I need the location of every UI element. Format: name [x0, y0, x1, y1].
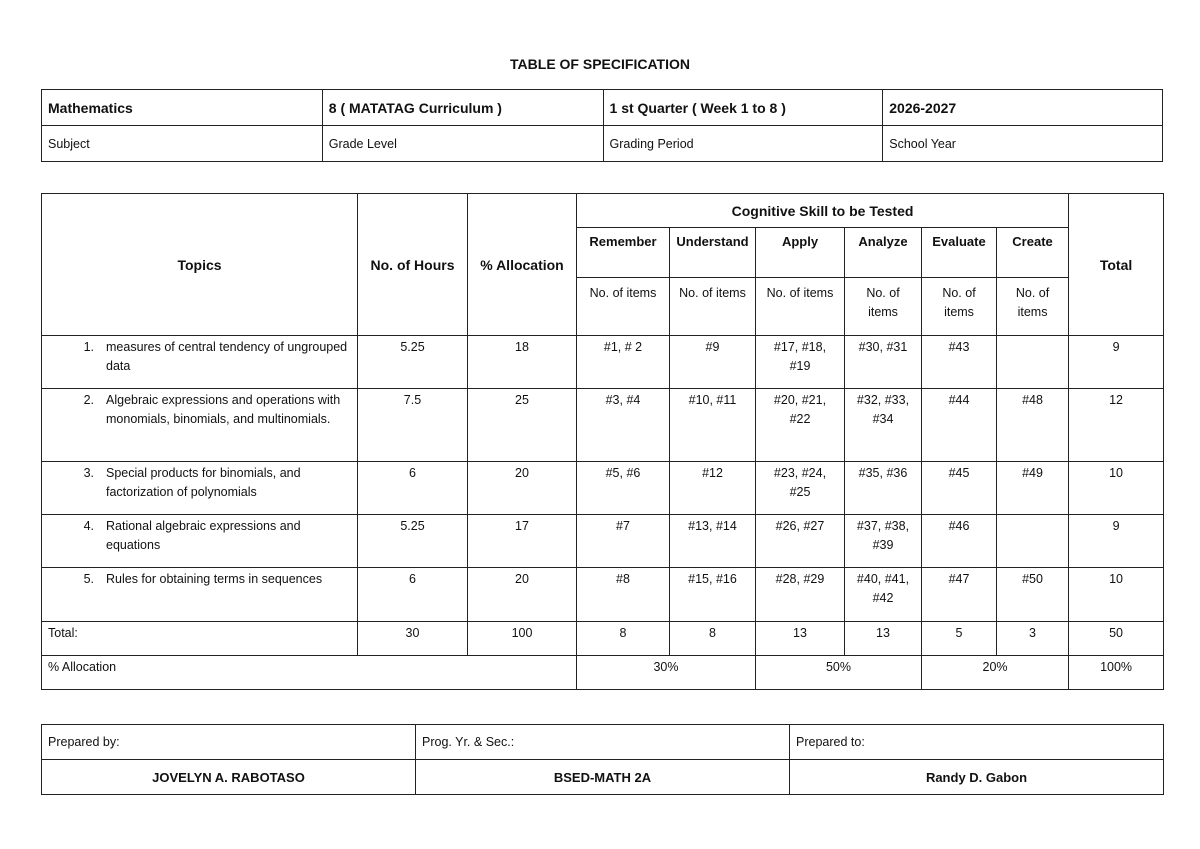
analyze-items-cell: #35, #36 [845, 462, 922, 515]
create-items-cell [997, 336, 1069, 389]
hours-cell: 6 [358, 462, 468, 515]
topic-text: Rational algebraic expressions and equations [106, 519, 301, 552]
col-hours: No. of Hours [358, 194, 468, 336]
topic-text: Rules for obtaining terms in sequences [106, 572, 323, 586]
col-topics: Topics [42, 194, 358, 336]
topic-cell [42, 568, 358, 622]
school-year-label: School Year [883, 126, 1163, 162]
apply-items-cell: #28, #29 [756, 568, 845, 622]
allocation-cell: 20 [468, 462, 577, 515]
skill-understand: Understand [670, 228, 756, 278]
grading-period-value: 1 st Quarter ( Week 1 to 8 ) [603, 90, 883, 126]
understand-items-cell: #15, #16 [670, 568, 756, 622]
topic-cell [42, 515, 358, 568]
allocation-label: % Allocation [42, 656, 577, 690]
total-grand: 50 [1069, 622, 1164, 656]
col-total: Total [1069, 194, 1164, 336]
row-total-cell: 10 [1069, 568, 1164, 622]
understand-items-cell: #12 [670, 462, 756, 515]
skill-apply: Apply [756, 228, 845, 278]
subject-value: Mathematics [42, 90, 323, 126]
signature-labels-row [42, 725, 1164, 760]
total-analyze: 13 [845, 622, 922, 656]
grade-level-label: Grade Level [322, 126, 603, 162]
col-cognitive-skill: Cognitive Skill to be Tested [577, 194, 1069, 228]
hours-cell: 6 [358, 568, 468, 622]
topic-text: measures of central tendency of ungrouped data [106, 340, 348, 373]
total-allocation: 100 [468, 622, 577, 656]
analyze-items-cell: #30, #31 [845, 336, 922, 389]
total-understand: 8 [670, 622, 756, 656]
skill-create: Create [997, 228, 1069, 278]
table-row [42, 515, 1164, 568]
analyze-items-cell: #37, #38, #39 [845, 515, 922, 568]
topic-number: 3. [83, 466, 94, 480]
header-info-table [41, 89, 1163, 162]
prepared-to-name: Randy D. Gabon [790, 760, 1164, 795]
topic-number: 5. [83, 572, 94, 586]
header-labels-row [42, 126, 1163, 162]
total-row [42, 622, 1164, 656]
skill-evaluate: Evaluate [922, 228, 997, 278]
apply-items-cell: #26, #27 [756, 515, 845, 568]
prepared-by-name: JOVELYN A. RABOTASO [42, 760, 416, 795]
grading-period-label: Grading Period [603, 126, 883, 162]
evaluate-items-cell: #44 [922, 389, 997, 462]
evaluate-items-cell: #43 [922, 336, 997, 389]
row-total-cell: 9 [1069, 336, 1164, 389]
table-row [42, 462, 1164, 515]
school-year-value: 2026-2027 [883, 90, 1163, 126]
skill-remember: Remember [577, 228, 670, 278]
allocation-cell: 20 [468, 568, 577, 622]
remember-items-cell: #7 [577, 515, 670, 568]
allocation-group-1: 30% [577, 656, 756, 690]
skill-analyze: Analyze [845, 228, 922, 278]
topic-number: 1. [83, 340, 94, 354]
subject-label: Subject [42, 126, 323, 162]
understand-items-cell: #9 [670, 336, 756, 389]
apply-items-cell: #20, #21, #22 [756, 389, 845, 462]
remember-items-cell: #8 [577, 568, 670, 622]
evaluate-items-cell: #46 [922, 515, 997, 568]
grade-level-value: 8 ( MATATAG Curriculum ) [322, 90, 603, 126]
remember-items-cell: #3, #4 [577, 389, 670, 462]
row-total-cell: 12 [1069, 389, 1164, 462]
analyze-items-cell: #40, #41, #42 [845, 568, 922, 622]
header-row-1 [42, 194, 1164, 228]
topic-number: 2. [83, 393, 94, 407]
col-allocation: % Allocation [468, 194, 577, 336]
row-total-cell: 10 [1069, 462, 1164, 515]
understand-items-cell: #13, #14 [670, 515, 756, 568]
topic-number: 4. [83, 519, 94, 533]
topic-rows [42, 336, 1164, 622]
allocation-row [42, 656, 1164, 690]
items-label: No. of items [670, 278, 756, 336]
remember-items-cell: #1, # 2 [577, 336, 670, 389]
apply-items-cell: #17, #18, #19 [756, 336, 845, 389]
allocation-group-2: 50% [756, 656, 922, 690]
total-create: 3 [997, 622, 1069, 656]
table-row [42, 336, 1164, 389]
total-evaluate: 5 [922, 622, 997, 656]
signature-values-row [42, 760, 1164, 795]
allocation-cell: 17 [468, 515, 577, 568]
evaluate-items-cell: #45 [922, 462, 997, 515]
apply-items-cell: #23, #24, #25 [756, 462, 845, 515]
hours-cell: 5.25 [358, 336, 468, 389]
signature-table [41, 724, 1164, 795]
items-label: No. of items [997, 278, 1069, 336]
header-values-row [42, 90, 1163, 126]
topic-cell [42, 336, 358, 389]
allocation-cell: 25 [468, 389, 577, 462]
topic-text: Special products for binomials, and factorization of polynomials [106, 466, 301, 499]
hours-cell: 7.5 [358, 389, 468, 462]
topic-cell [42, 462, 358, 515]
table-row [42, 568, 1164, 622]
create-items-cell: #50 [997, 568, 1069, 622]
create-items-cell: #49 [997, 462, 1069, 515]
items-label: No. of items [922, 278, 997, 336]
page-title: TABLE OF SPECIFICATION [510, 56, 690, 72]
total-hours: 30 [358, 622, 468, 656]
topic-cell [42, 389, 358, 462]
row-total-cell: 9 [1069, 515, 1164, 568]
topic-text: Algebraic expressions and operations with monomials, binomials, and multinomials. [106, 393, 341, 426]
total-apply: 13 [756, 622, 845, 656]
total-label: Total: [42, 622, 358, 656]
items-label: No. of items [845, 278, 922, 336]
items-label: No. of items [756, 278, 845, 336]
prepared-to-label: Prepared to: [790, 725, 1164, 760]
create-items-cell [997, 515, 1069, 568]
items-label: No. of items [577, 278, 670, 336]
hours-cell: 5.25 [358, 515, 468, 568]
understand-items-cell: #10, #11 [670, 389, 756, 462]
analyze-items-cell: #32, #33, #34 [845, 389, 922, 462]
table-row [42, 389, 1164, 462]
allocation-cell: 18 [468, 336, 577, 389]
remember-items-cell: #5, #6 [577, 462, 670, 515]
allocation-group-3: 20% [922, 656, 1069, 690]
program-section-value: BSED-MATH 2A [416, 760, 790, 795]
evaluate-items-cell: #47 [922, 568, 997, 622]
total-remember: 8 [577, 622, 670, 656]
program-section-label: Prog. Yr. & Sec.: [416, 725, 790, 760]
prepared-by-label: Prepared by: [42, 725, 416, 760]
allocation-total: 100% [1069, 656, 1164, 690]
specification-table [41, 193, 1164, 690]
create-items-cell: #48 [997, 389, 1069, 462]
